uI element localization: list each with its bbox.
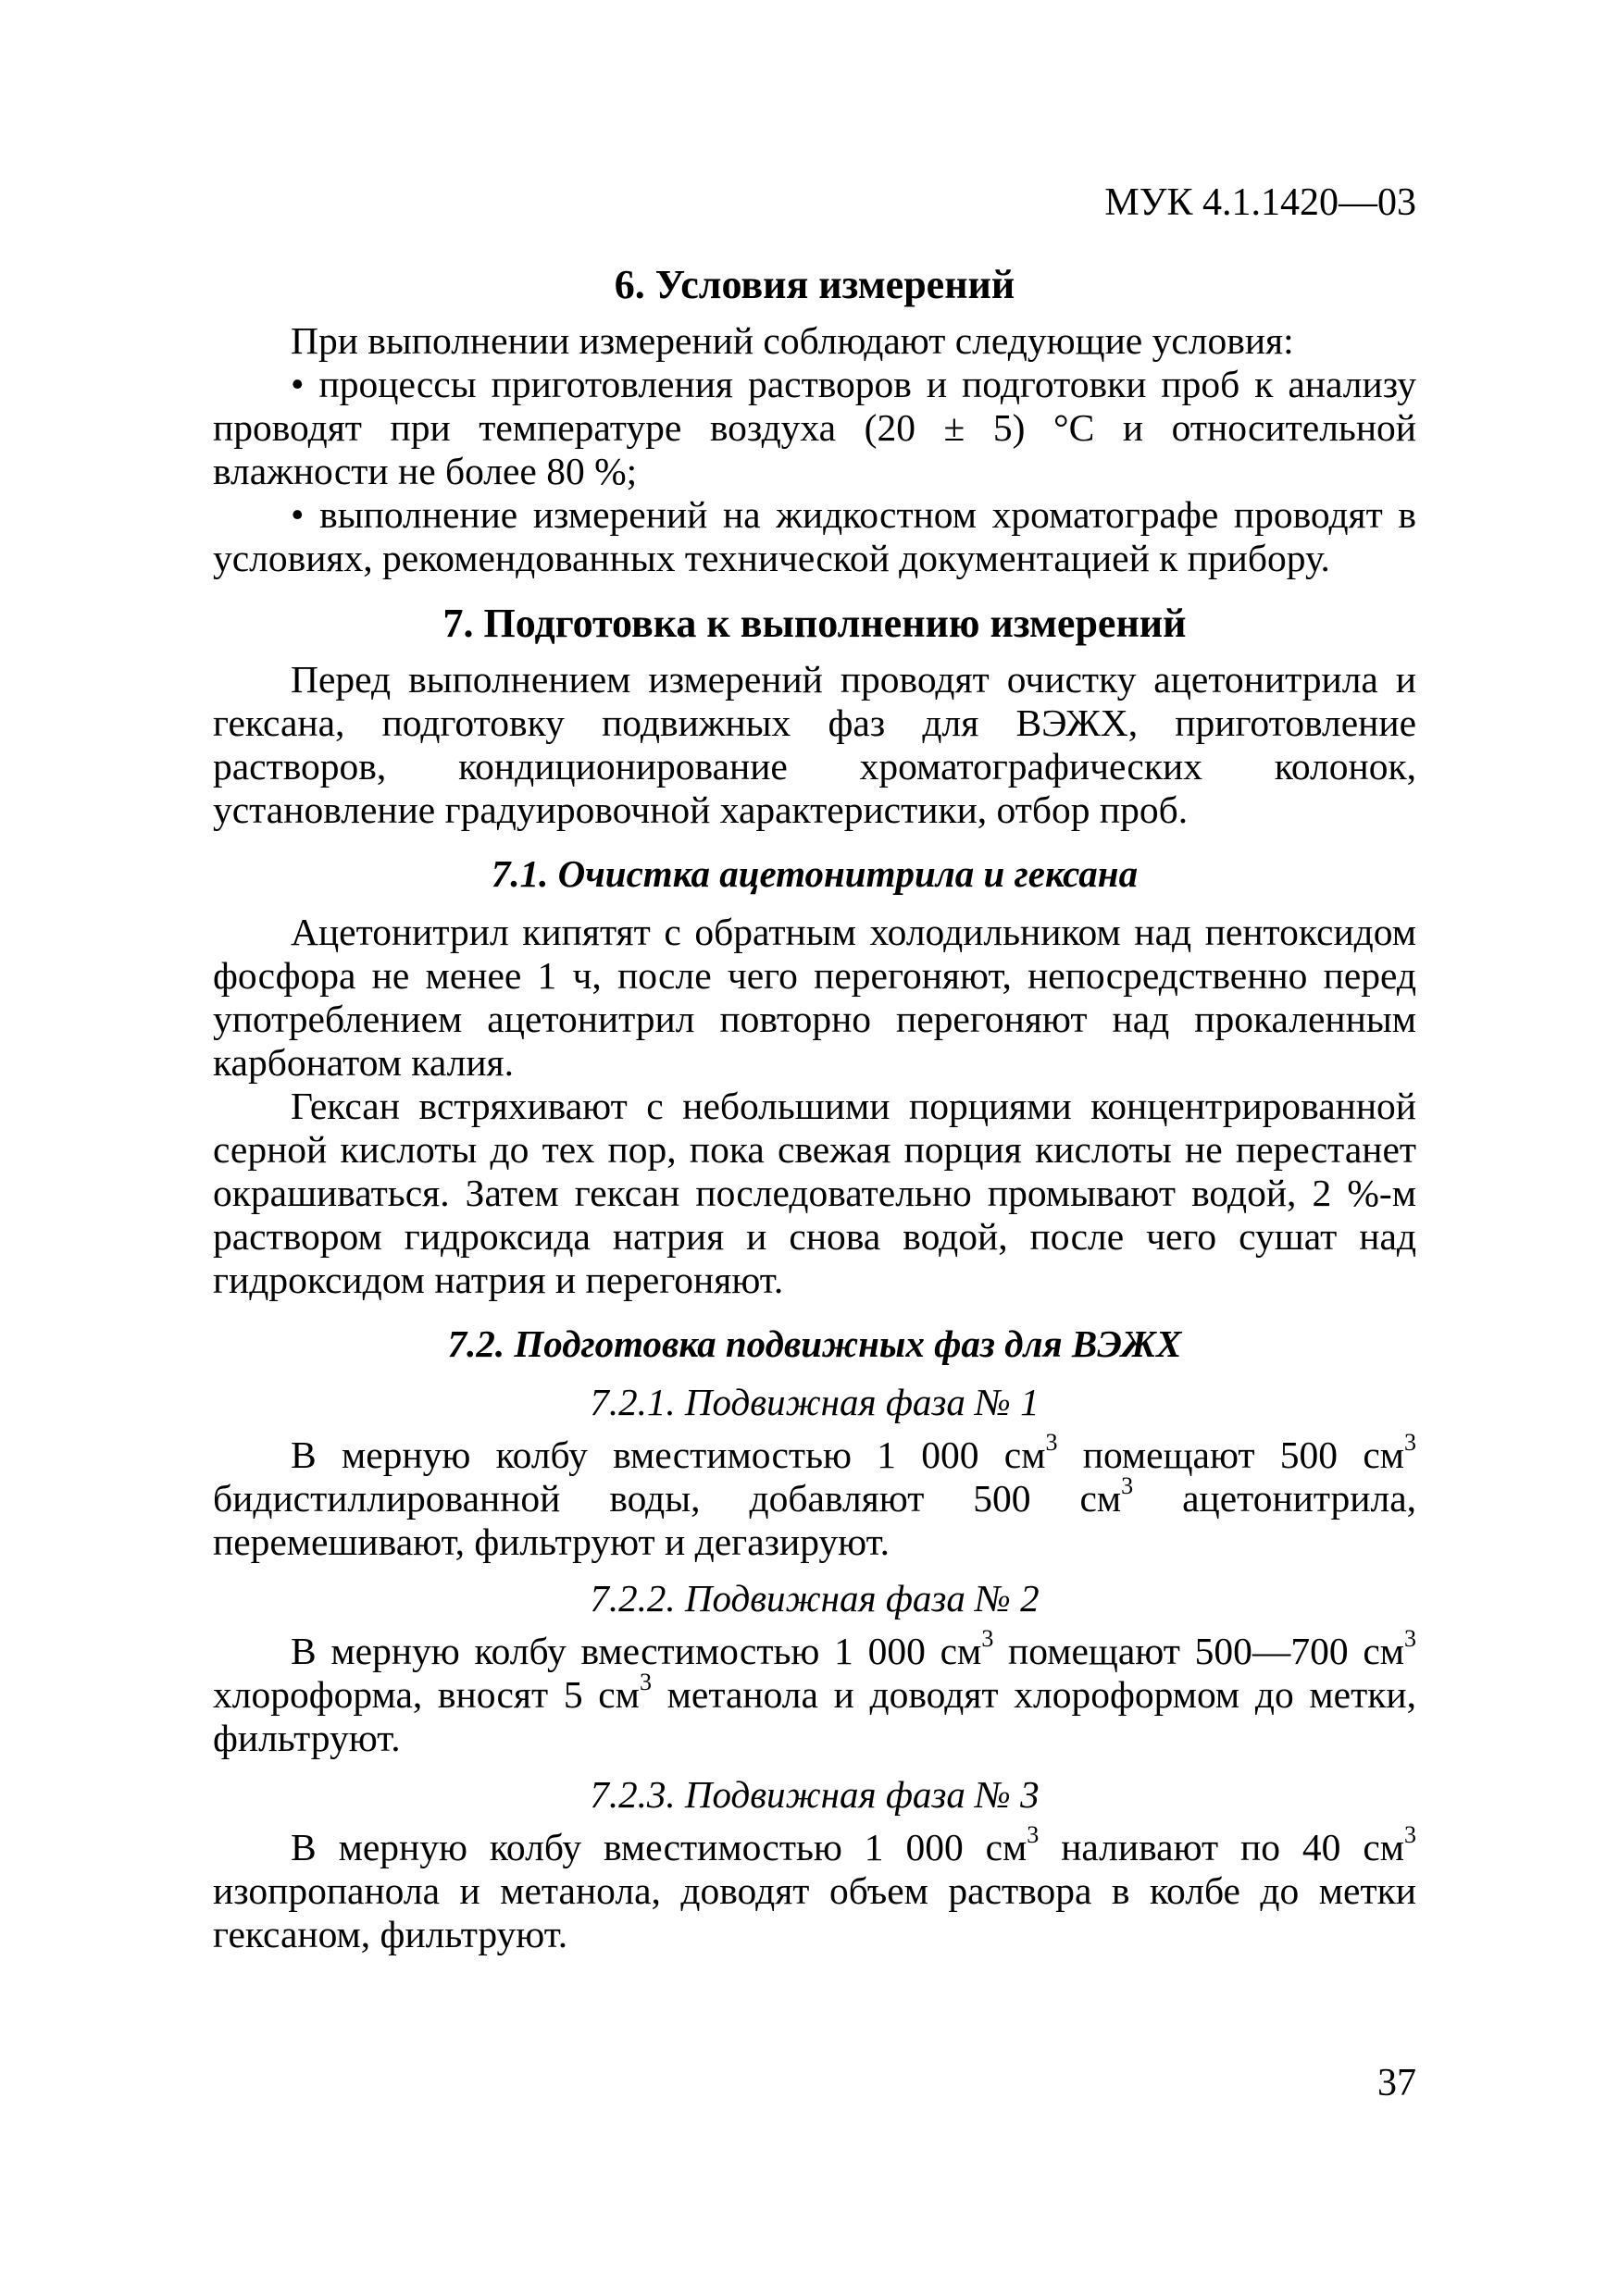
section-6-intro: При выполнении измерений соблюдают следующие условия: xyxy=(291,319,1294,362)
section-7-2-2-paragraph: В мерную колбу вместимостью 1 000 $см^3$ помещают 500—700 $см^3$ хлороформа, вносят 5 $см^3$ метанола и доводят хлороформом до метки, фильтруют. xyxy=(213,1625,1417,1759)
section-7-2-1-title: 7.2.1. Подвижная фаза № 1 xyxy=(590,1381,1040,1423)
section-7-2-3-paragraph: В мерную колбу вместимостью 1 000 $см^3$ наливают по 40 $см^3$ изопропанола и метанола, доводят объем раствора в колбе до метки гексаном, фильтруют. xyxy=(213,1821,1416,1955)
section-6-bullet-2: • выполнение измерений на жидкостном хроматографе проводят в условиях, рекомендованных технической документацией к прибору. xyxy=(213,493,1416,579)
section-7-1-paragraph-2: Гексан встряхивают с небольшими порциями концентрированной серной кислоты до тех пор, пока свежая порция кислоты не перестанет окрашиваться. Затем гексан последовательно промывают водой, 2 %-м раствором гидроксида натрия и снова водой, после чего сушат над гидроксидом натрия и перегоняют. xyxy=(213,1085,1416,1301)
section-7-2-1-paragraph: В мерную колбу вместимостью 1 000 $см^3$ помещают 500 $см^3$ бидистиллированной воды, добавляют 500 $см^3$ ацетонитрила, перемешивают, фильтруют и дегазируют. xyxy=(213,1429,1416,1563)
section-6-title: 6. Условия измерений xyxy=(614,262,1015,307)
section-7-1-title: 7.1. Очистка ацетонитрила и гексана xyxy=(491,852,1139,895)
page-number: 37 xyxy=(1377,2062,1416,2104)
section-7-1-paragraph-1: Ацетонитрил кипятят с обратным холодильником над пентоксидом фосфора не менее 1 ч, после чего перегоняют, непосредственно перед употреблением ацетонитрил повторно перегоняют над прокаленным карбонатом калия. xyxy=(213,911,1416,1084)
document-code: МУК 4.1.1420—03 xyxy=(1104,181,1416,224)
section-7-2-title: 7.2. Подготовка подвижных фаз для ВЭЖХ xyxy=(447,1322,1182,1365)
section-7-title: 7. Подготовка к выполнению измерений xyxy=(442,601,1187,646)
document-page xyxy=(213,181,1416,1956)
section-6-bullet-1: • процессы приготовления растворов и подготовки проб к анализу проводят при температуре воздуха (20 ± 5) °С и относительной влажности не более 80 %; xyxy=(213,363,1416,492)
section-7-intro: Перед выполнением измерений проводят очистку ацетонитрила и гексана, подготовку подвижных фаз для ВЭЖХ, приготовление растворов, кондиционирование хроматографических колонок, установление градуировочной характеристики, отбор проб. xyxy=(213,658,1416,831)
section-7-2-2-title: 7.2.2. Подвижная фаза № 2 xyxy=(590,1577,1040,1620)
section-7-2-3-title: 7.2.3. Подвижная фаза № 3 xyxy=(590,1773,1040,1816)
